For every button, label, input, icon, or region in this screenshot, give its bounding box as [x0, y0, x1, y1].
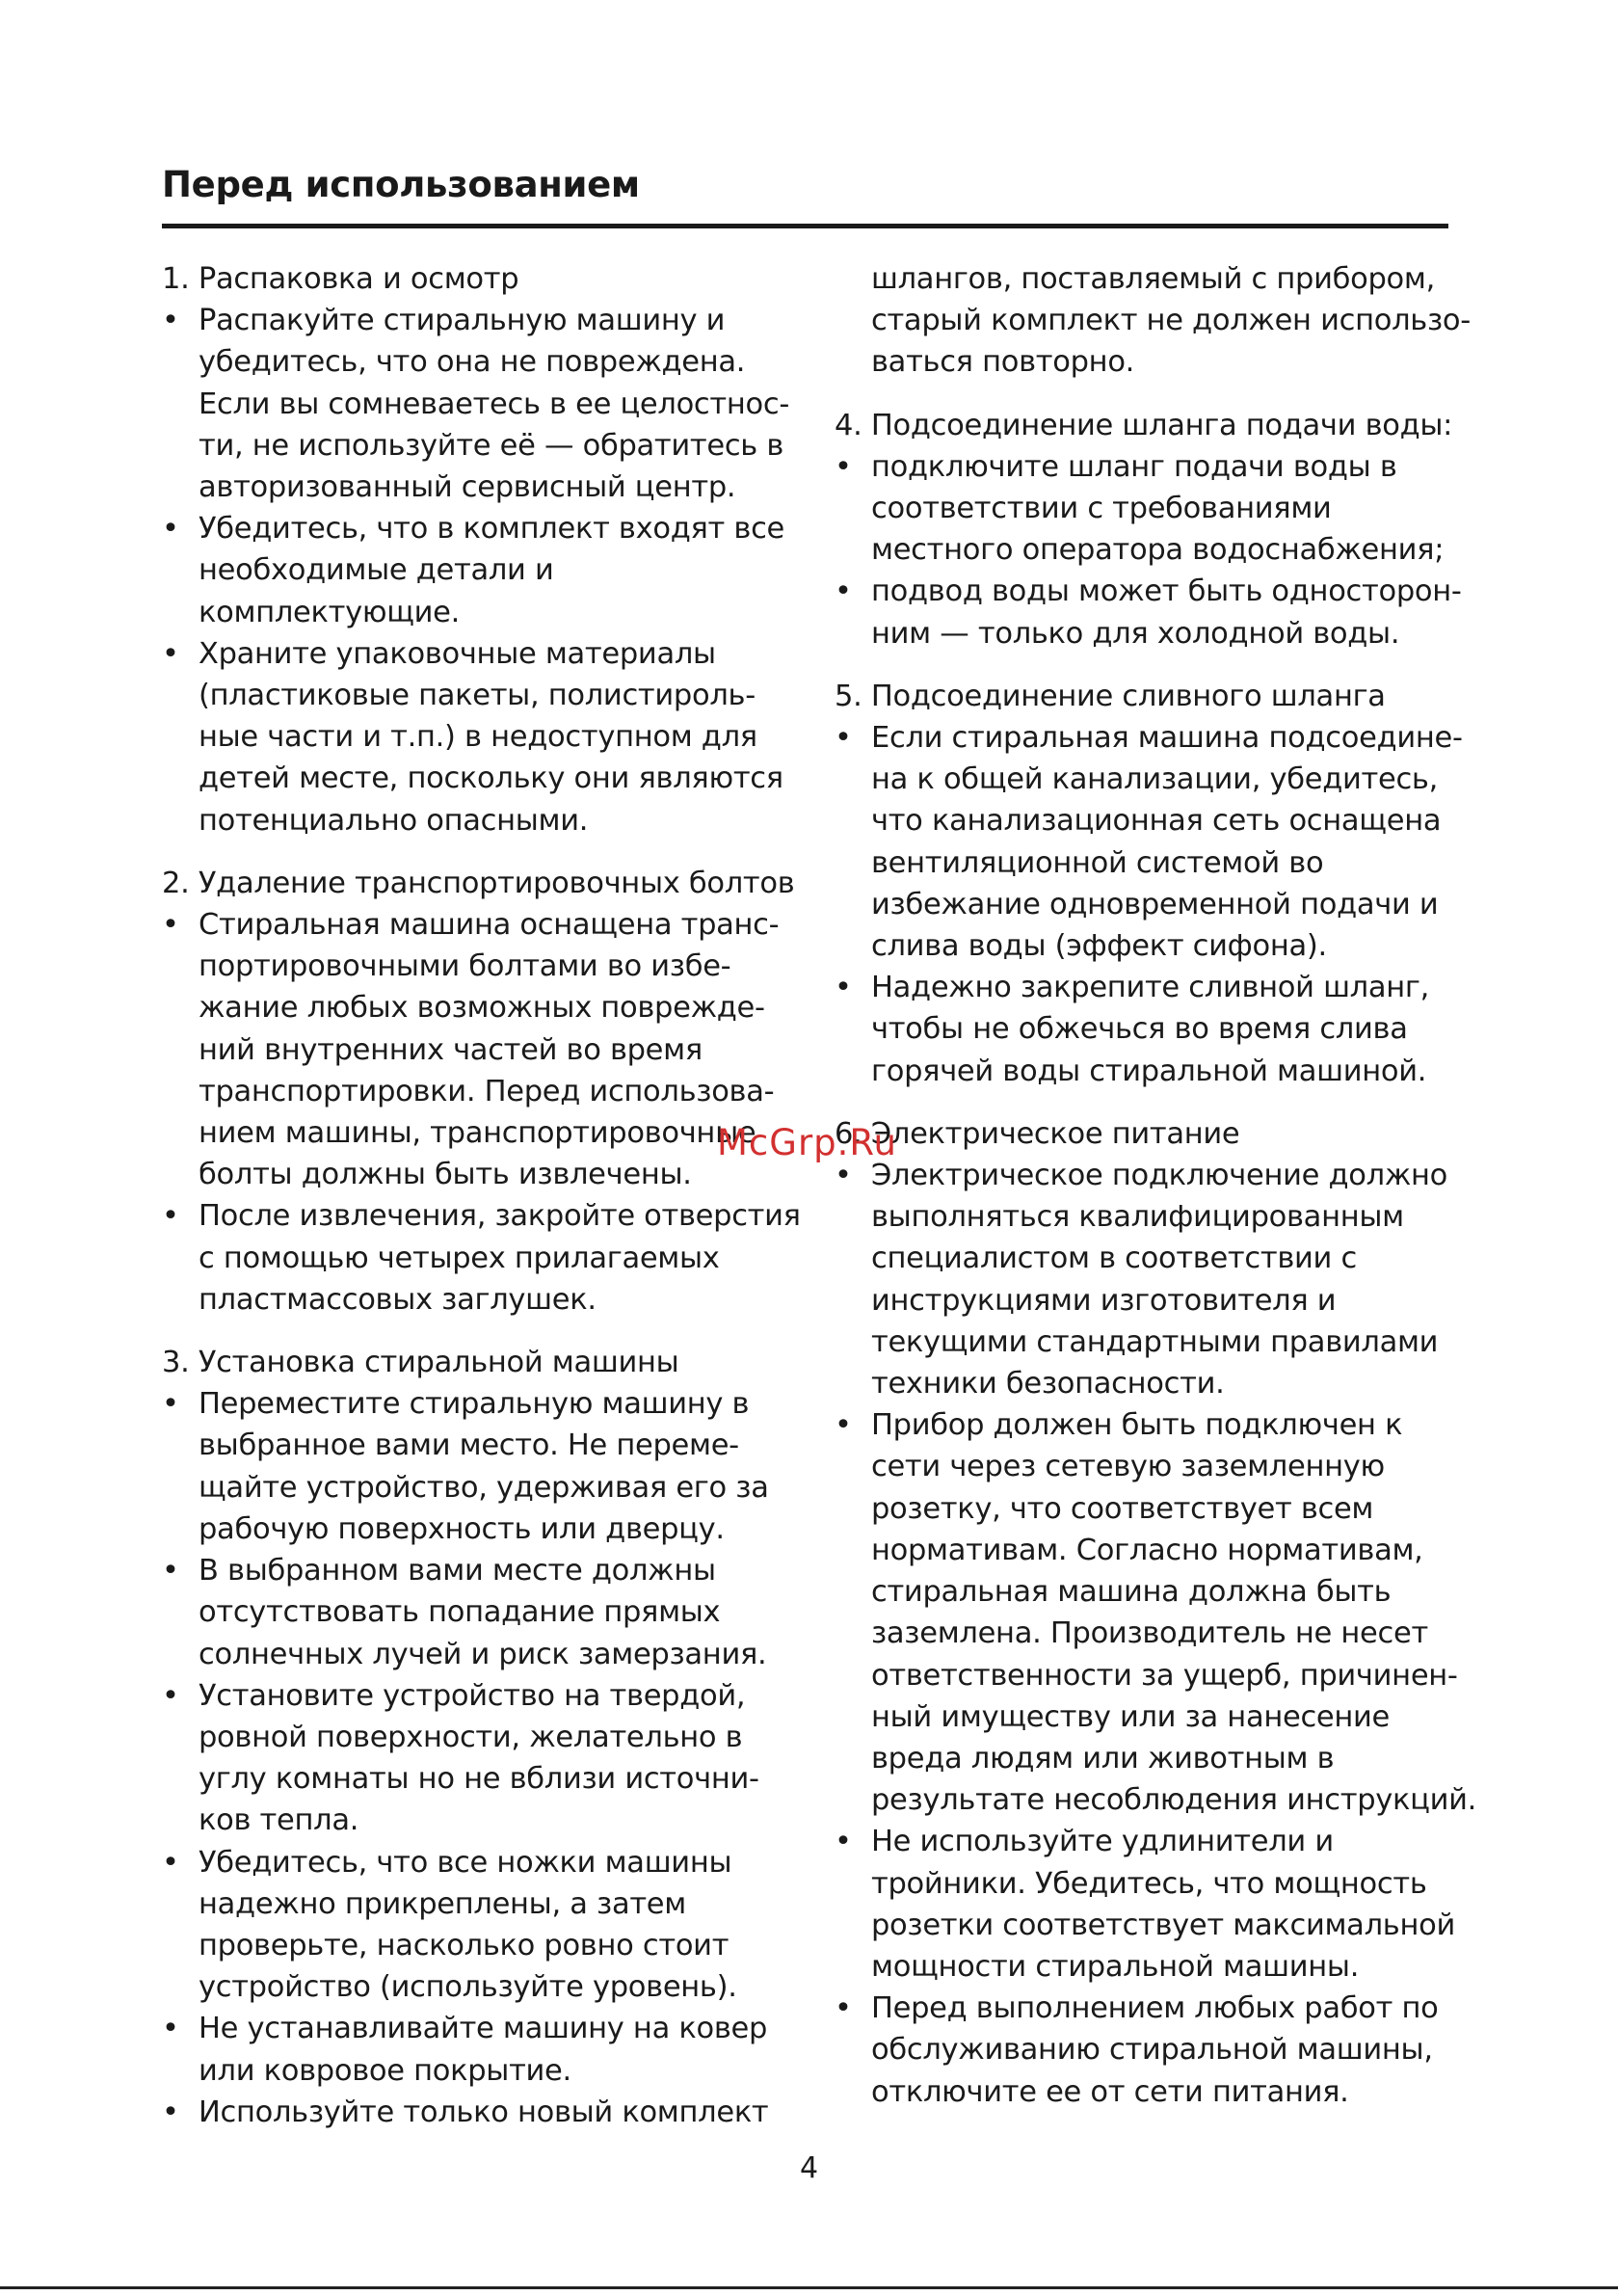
list-item [835, 717, 1461, 967]
page-number: 4 [799, 2151, 819, 2185]
watermark: McGrp.Ru [717, 1122, 897, 1163]
text-line: • Не устанавливайте машину на ковер [199, 2012, 768, 2046]
list-item [162, 1550, 798, 1675]
text-line: жание любых возможных поврежде- [199, 991, 765, 1026]
list-item [835, 446, 1461, 572]
list-item [835, 1404, 1477, 1821]
section-title: 5. Подсоединение сливного шланга [835, 679, 1386, 713]
text-line: надежно прикреплены, а затем [199, 1886, 686, 1921]
text-line: ный имуществу или за нанесение [871, 1699, 1391, 1734]
left-column [162, 258, 801, 2154]
text-line: • Храните упаковочные материалы [199, 636, 716, 671]
list-item [835, 967, 1461, 1092]
text-line: стиральная машина должна быть [871, 1575, 1392, 1610]
text-line: • После извлечения, закройте отверстия [199, 1199, 801, 1234]
continued-text [835, 258, 1471, 384]
section-title: 1. Распаковка и осмотр [162, 262, 519, 296]
text-line: детей месте, поскольку они являются [199, 761, 783, 796]
text-line: пластмассовых заглушек. [199, 1282, 597, 1317]
text-line: отсутствовать попадание прямых [199, 1595, 721, 1630]
list-item [162, 1383, 798, 1550]
list-item [835, 1988, 1461, 2113]
text-line: заземлена. Производитель не несет [871, 1616, 1428, 1651]
text-line: выбранное вами место. Не переме- [199, 1428, 739, 1463]
text-line: нормативам. Согласно нормативам, [871, 1533, 1423, 1567]
text-line: мощности стиральной машины. [871, 1949, 1360, 1984]
text-line: сети через сетевую заземленную [871, 1450, 1385, 1484]
page-title: Перед использованием [162, 164, 640, 205]
section-drain-hose [835, 676, 1461, 1092]
list-item [162, 300, 798, 508]
text-line: • В выбранном вами месте должны [199, 1554, 716, 1589]
list-item [835, 1155, 1461, 1404]
text-line: соответствии с требованиями [871, 492, 1332, 526]
text-line: ний внутренних частей во время [199, 1032, 703, 1067]
text-line: • Прибор должен быть подключен к [871, 1408, 1403, 1443]
list-item [162, 633, 798, 841]
text-line: текущими стандартными правилами [871, 1324, 1439, 1359]
text-line: транспортировки. Перед использова- [199, 1074, 775, 1108]
text-line: ним — только для холодной воды. [871, 616, 1400, 651]
text-line: что канализационная сеть оснащена [871, 804, 1442, 839]
text-line: углу комнаты но не вблизи источни- [199, 1762, 759, 1797]
text-line: на к общей канализации, убедитесь, [871, 762, 1438, 797]
text-line: болты должны быть извлечены. [199, 1158, 692, 1192]
text-line: шлангов, поставляемый с прибором, [871, 262, 1435, 296]
text-line: • Надежно закрепите сливной шланг, [871, 971, 1430, 1005]
text-line: местного оператора водоснабжения; [871, 533, 1445, 568]
text-line: инструкциями изготовителя и [871, 1283, 1337, 1318]
text-line: вентиляционной системой во [871, 845, 1324, 880]
text-line: старый комплект не должен использо- [871, 304, 1471, 338]
text-line: ные части и т.п.) в недоступном для [199, 720, 757, 755]
text-line: результате несоблюдения инструкций. [871, 1783, 1477, 1818]
text-line: • Установите устройство на твердой, [199, 1678, 746, 1713]
text-line: или ковровое покрытие. [199, 2053, 571, 2088]
text-line: тройники. Убедитесь, что мощность [871, 1866, 1427, 1901]
text-line: • Распакуйте стиральную машину и [199, 304, 726, 338]
text-line: • Перед выполнением любых работ по [871, 1991, 1439, 2026]
list-item [162, 904, 798, 1195]
text-line: • подвод воды может быть односторон- [871, 574, 1462, 609]
list-item [162, 1675, 798, 1842]
text-line: слива воды (эффект сифона). [871, 929, 1327, 964]
text-line: необходимые детали и [199, 553, 554, 588]
text-line: выполняться квалифицированным [871, 1200, 1404, 1235]
section-water-inlet [835, 405, 1461, 654]
text-line: ти, не используйте её — обратитесь в [199, 428, 784, 463]
text-line: потенциально опасными. [199, 803, 589, 838]
list-item [162, 2092, 798, 2133]
text-line: Если вы сомневаетесь в ее целостнос- [199, 387, 790, 421]
text-line: убедитесь, что она не повреждена. [199, 345, 746, 380]
list-item [835, 571, 1461, 654]
text-line: • Убедитесь, что в комплект входят все [199, 512, 785, 547]
right-column [835, 258, 1477, 2134]
section-title: 2. Удаление транспортировочных болтов [162, 866, 795, 900]
section-title: 4. Подсоединение шланга подачи воды: [835, 408, 1453, 442]
section-installation [162, 1342, 798, 2133]
text-line: рабочую поверхность или дверцу. [199, 1511, 725, 1546]
list-item [162, 1195, 801, 1321]
text-line: отключите ее от сети питания. [871, 2074, 1349, 2109]
text-line: авторизованный сервисный центр. [199, 470, 736, 505]
text-line: ровной поверхности, желательно в [199, 1720, 743, 1754]
text-line: щайте устройство, удерживая его за [199, 1470, 769, 1505]
text-line: • Электрическое подключение должно [871, 1159, 1448, 1193]
text-line: чтобы не обжечься во время слива [871, 1012, 1408, 1047]
text-line: с помощью четырех прилагаемых [199, 1241, 720, 1275]
section-title: 6. Электрическое питание [835, 1116, 1240, 1151]
text-line: проверьте, насколько ровно стоит [199, 1928, 729, 1962]
section-installation-continued [835, 258, 1471, 384]
text-line: розетки соответствует максимальной [871, 1908, 1455, 1942]
text-line: комплектующие. [199, 595, 461, 629]
text-line: обслуживанию стиральной машины, [871, 2033, 1433, 2068]
text-line: портировочными болтами во избе- [199, 949, 731, 984]
text-line: ваться повторно. [871, 345, 1135, 380]
section-electrical [835, 1113, 1477, 2113]
text-line: • Переместите стиральную машину в [199, 1387, 750, 1422]
text-line: вреда людям или животным в [871, 1741, 1335, 1775]
list-item [835, 1821, 1461, 1988]
text-line: • Если стиральная машина подсоедине- [871, 721, 1463, 756]
list-item [162, 508, 798, 633]
text-line: • Используйте только новый комплект [199, 2095, 769, 2129]
text-line: специалистом в соответствии с [871, 1241, 1357, 1276]
text-line: техники безопасности. [871, 1367, 1225, 1402]
text-line: избежание одновременной подачи и [871, 887, 1439, 921]
text-line: • Убедитесь, что все ножки машины [199, 1845, 732, 1880]
list-item [162, 1842, 798, 2009]
text-line: (пластиковые пакеты, полистироль- [199, 679, 756, 713]
section-title: 3. Установка стиральной машины [162, 1346, 679, 1380]
bottom-edge-line [0, 2286, 1618, 2289]
section-unpacking [162, 258, 798, 841]
text-line: • Стиральная машина оснащена транс- [199, 908, 780, 943]
text-line: солнечных лучей и риск замерзания. [199, 1637, 767, 1671]
text-line: ков тепла. [199, 1803, 359, 1838]
text-line: розетку, что соответствует всем [871, 1491, 1374, 1526]
text-line: устройство (используйте уровень). [199, 1970, 737, 2005]
title-divider [162, 224, 1448, 228]
text-line: • Не используйте удлинители и [871, 1825, 1334, 1859]
text-line: нием машины, транспортировочные [199, 1116, 756, 1151]
section-transport-bolts [162, 863, 801, 1321]
text-line: ответственности за ущерб, причинен- [871, 1658, 1458, 1693]
list-item [162, 2008, 798, 2091]
text-line: горячей воды стиральной машиной. [871, 1054, 1427, 1088]
text-line: • подключите шланг подачи воды в [871, 449, 1397, 484]
